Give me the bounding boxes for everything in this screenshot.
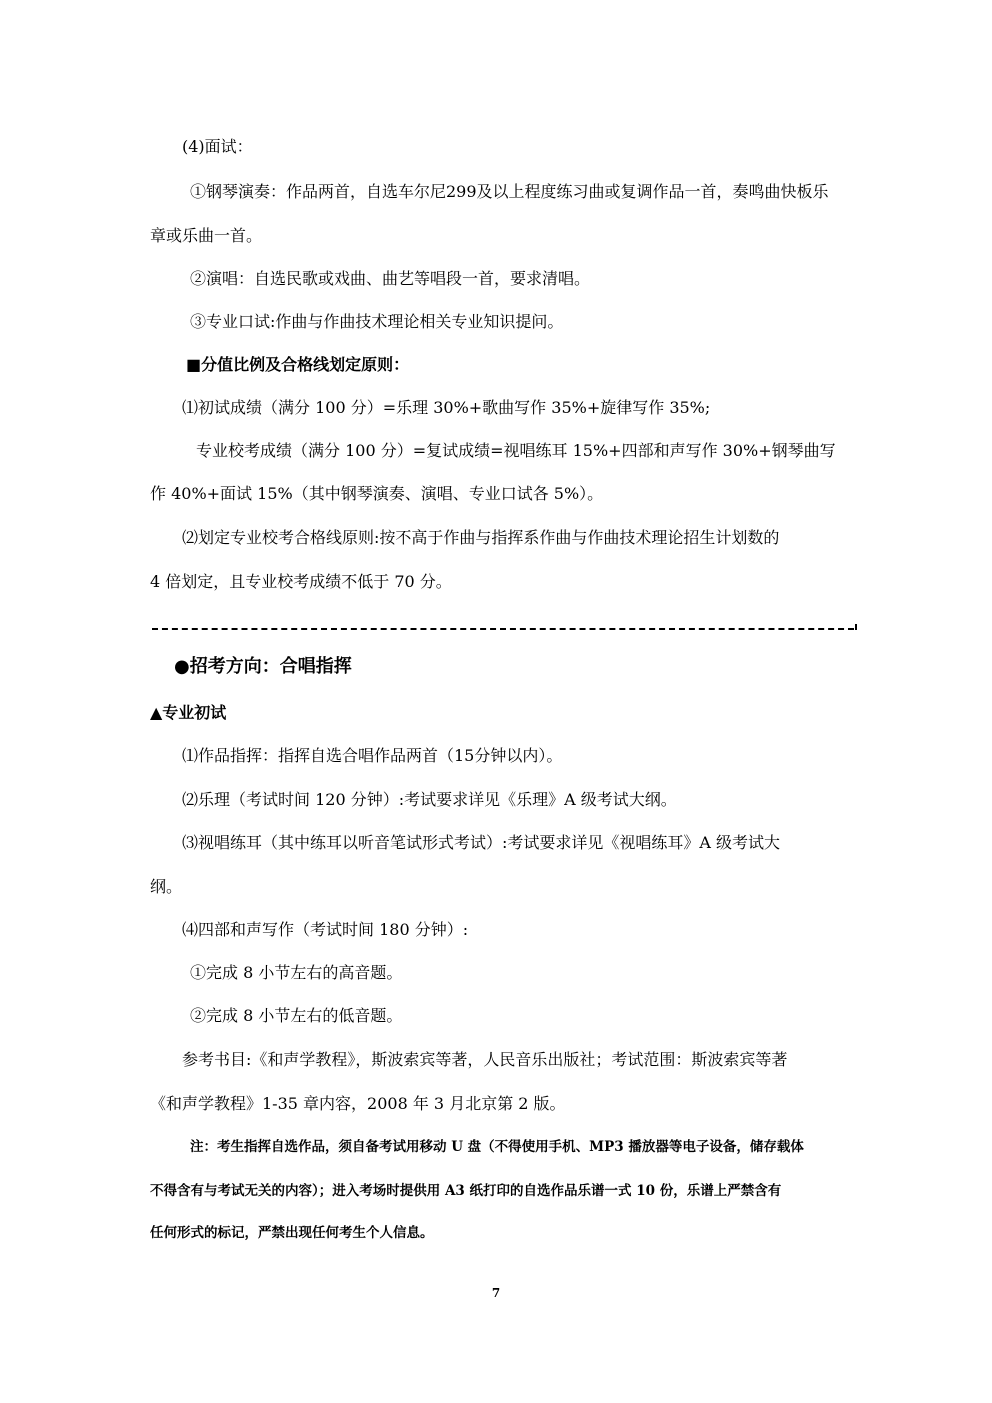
note-line2: 不得含有与考试无关的内容）；进入考场时提供用 A3 纸打印的自选作品乐谱一式 10 份，乐谱上严禁含有 bbox=[150, 1183, 782, 1199]
choral-subheading: ▲专业初试 bbox=[150, 703, 227, 722]
choral-p4-item2: ②完成 8 小节左右的低音题。 bbox=[190, 1006, 403, 1025]
choral-p4: ⑷四部和声写作（考试时间 180 分钟）: bbox=[182, 920, 469, 939]
interview-heading: (4)面试： bbox=[182, 137, 253, 156]
section-divider-end bbox=[855, 624, 857, 630]
scoring-p2-line1: 专业校考成绩（满分 100 分）=复试成绩=视唱练耳 15%+四部和声写作 30%+钢琴曲写 bbox=[196, 441, 836, 460]
scoring-heading: ■分值比例及合格线划定原则： bbox=[186, 355, 410, 374]
choral-heading: ●招考方向：合唱指挥 bbox=[174, 656, 352, 677]
note-line3: 任何形式的标记，严禁出现任何考生个人信息。 bbox=[150, 1225, 434, 1241]
note-line1: 注：考生指挥自选作品，须自备考试用移动 U 盘（不得使用手机、MP3 播放器等电子设备，储存载体 bbox=[190, 1139, 804, 1155]
choral-p3-line2: 纲。 bbox=[150, 877, 183, 896]
piano-performance-line1: ①钢琴演奏：作品两首，自选车尔尼299及以上程度练习曲或复调作品一首，奏鸣曲快板乐 bbox=[190, 182, 829, 201]
page-number: 7 bbox=[491, 1286, 501, 1300]
section-divider bbox=[152, 628, 854, 630]
singing-item: ②演唱：自选民歌或戏曲、曲艺等唱段一首，要求清唱。 bbox=[190, 269, 591, 288]
scoring-p2-line2: 作 40%+面试 15%（其中钢琴演奏、演唱、专业口试各 5%）。 bbox=[150, 484, 604, 503]
oral-exam-item: ③专业口试:作曲与作曲技术理论相关专业知识提问。 bbox=[190, 312, 564, 331]
scoring-p1: ⑴初试成绩（满分 100 分）=乐理 30%+歌曲写作 35%+旋律写作 35%; bbox=[182, 398, 711, 417]
choral-p3-line1: ⑶视唱练耳（其中练耳以听音笔试形式考试）:考试要求详见《视唱练耳》A 级考试大 bbox=[182, 833, 781, 852]
choral-p2: ⑵乐理（考试时间 120 分钟）:考试要求详见《乐理》A 级考试大纲。 bbox=[182, 790, 677, 809]
piano-performance-line2: 章或乐曲一首。 bbox=[150, 226, 263, 245]
scoring-p3-line2: 4 倍划定，且专业校考成绩不低于 70 分。 bbox=[150, 572, 452, 591]
reference-line2: 《和声学教程》1-35 章内容，2008 年 3 月北京第 2 版。 bbox=[150, 1094, 566, 1113]
choral-p1: ⑴作品指挥：指挥自选合唱作品两首（15分钟以内）。 bbox=[182, 746, 563, 765]
choral-p4-item1: ①完成 8 小节左右的高音题。 bbox=[190, 963, 403, 982]
reference-line1: 参考书目:《和声学教程》，斯波索宾等著，人民音乐出版社；考试范围：斯波索宾等著 bbox=[182, 1050, 788, 1069]
scoring-p3-line1: ⑵划定专业校考合格线原则:按不高于作曲与指挥系作曲与作曲技术理论招生计划数的 bbox=[182, 528, 780, 547]
